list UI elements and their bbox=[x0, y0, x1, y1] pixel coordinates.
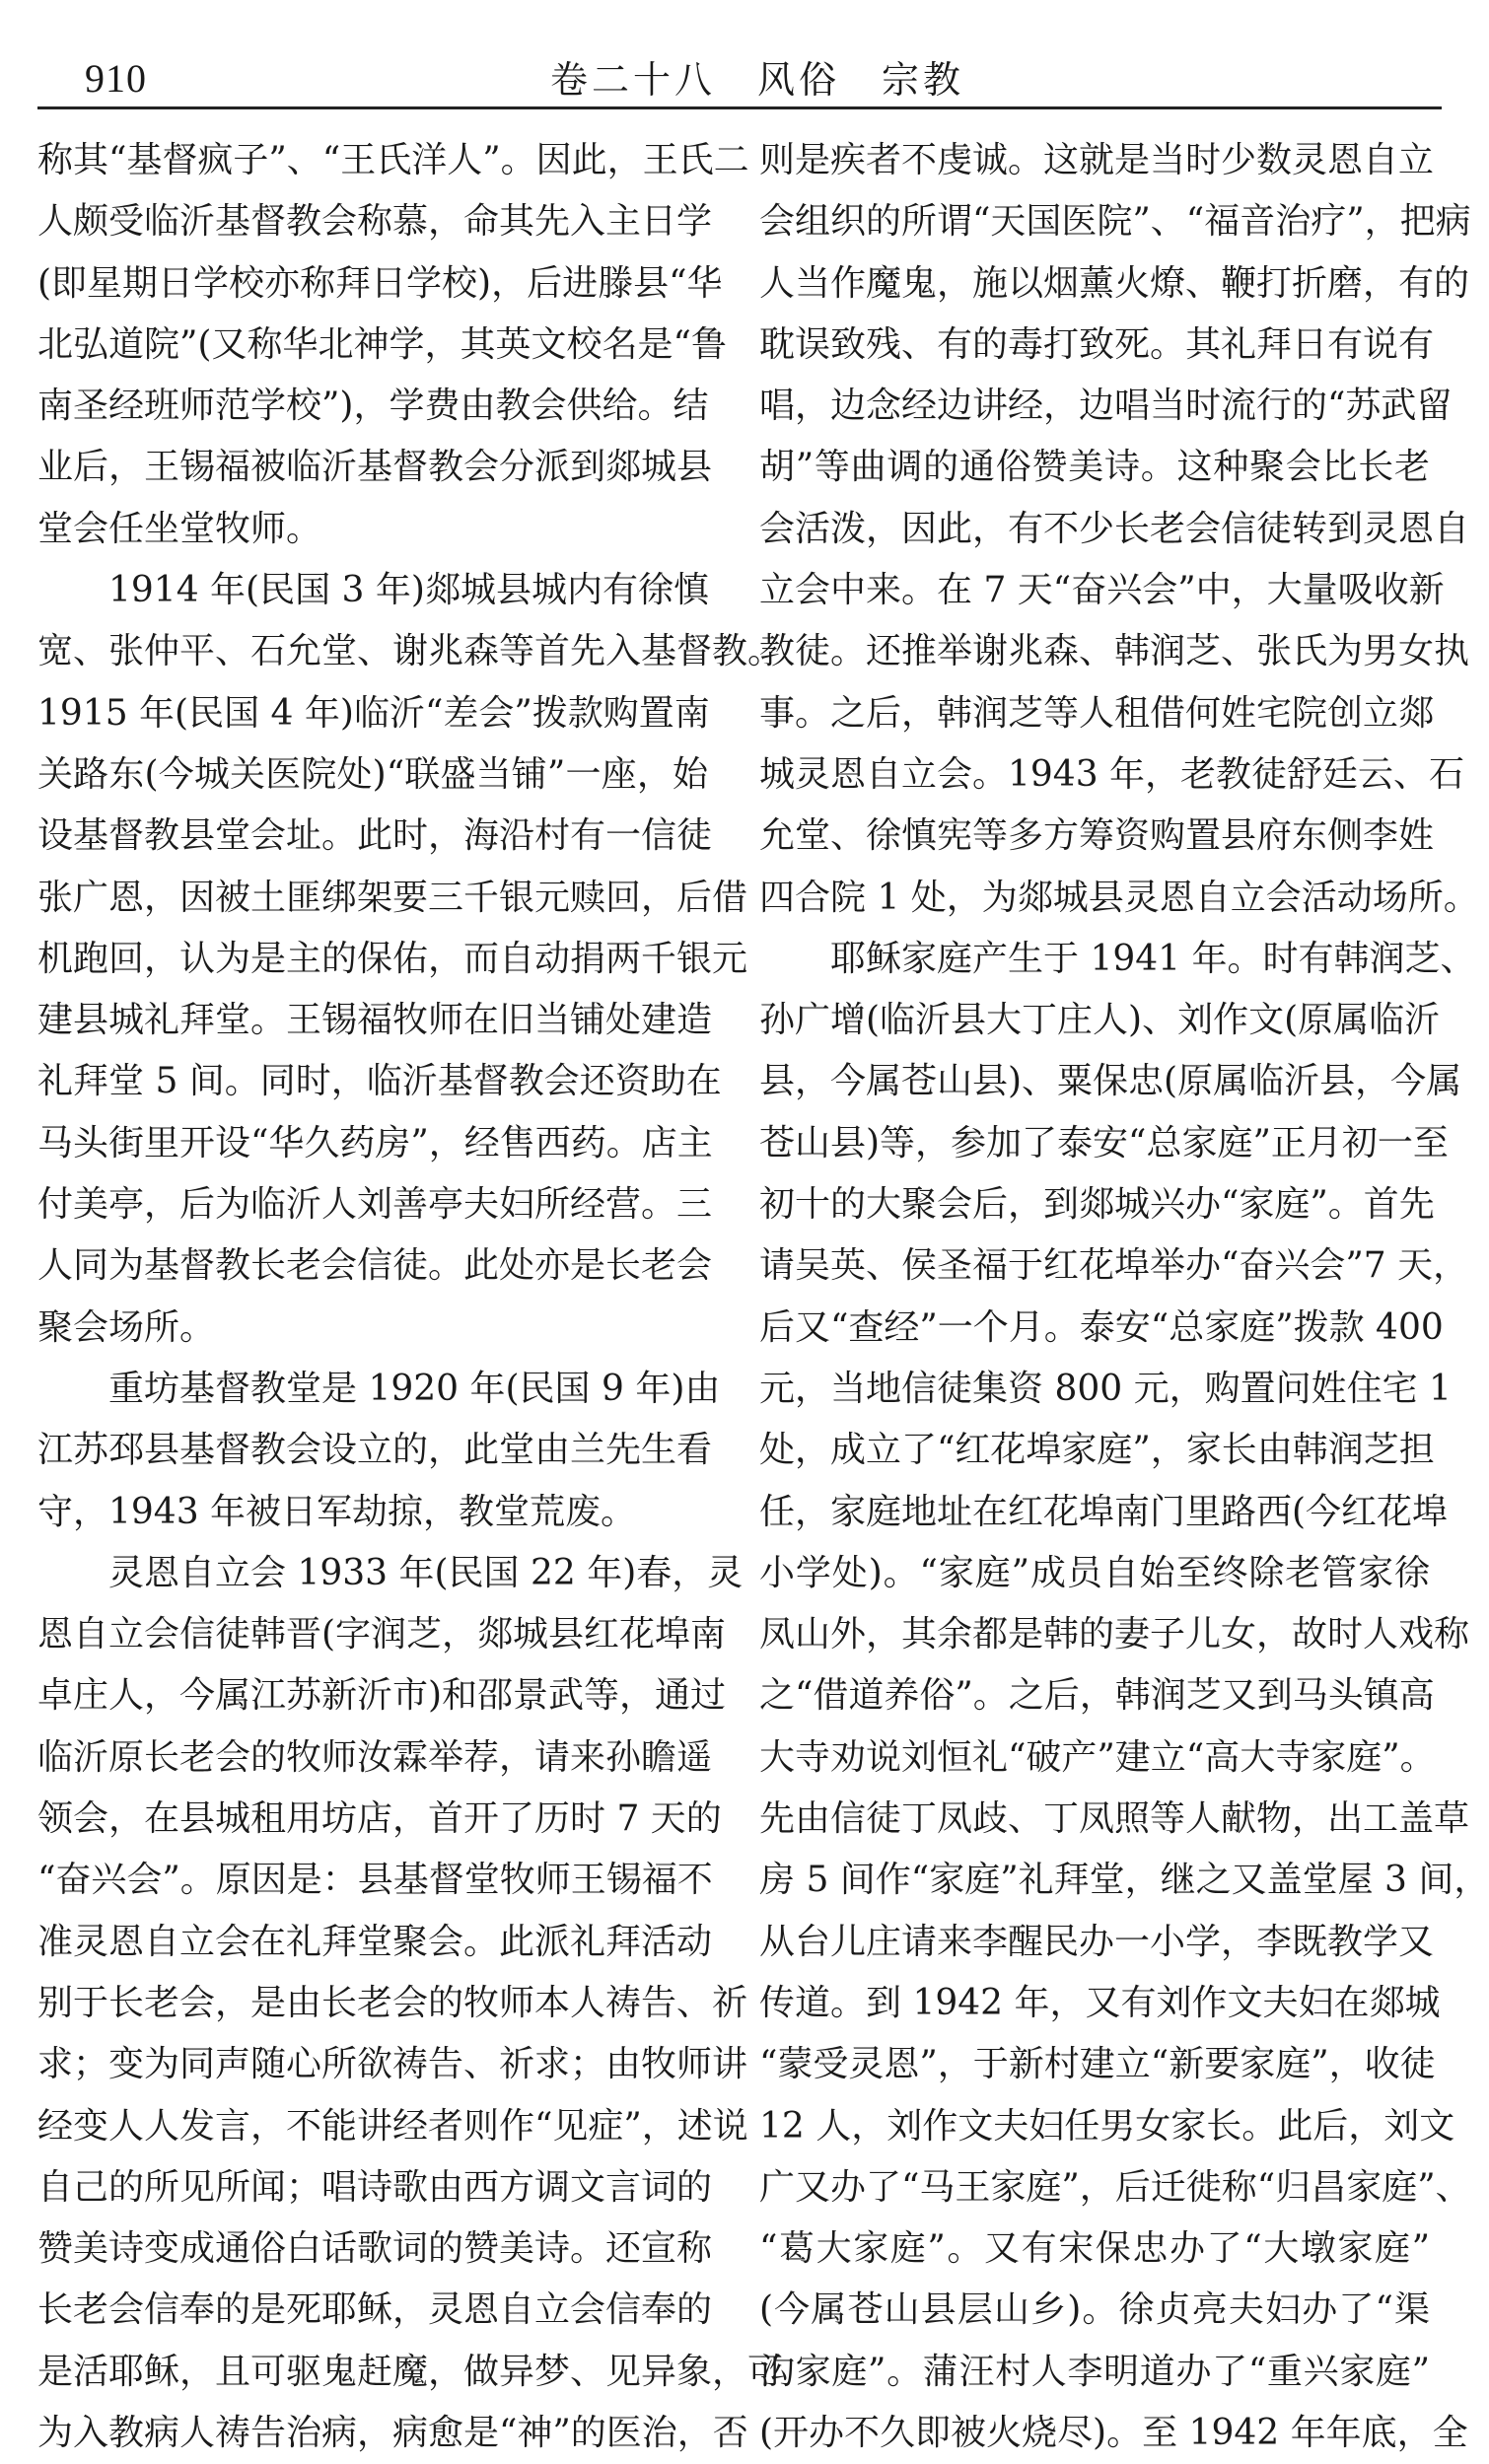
text-line: 大寺劝说刘恒礼“破产”建立“高大寺家庭”。 bbox=[759, 1736, 1436, 1778]
text-line: 耶稣家庭产生于 1941 年。时有韩润芝、 bbox=[830, 938, 1476, 979]
text-line: “葛大家庭”。又有宋保忠办了“大墩家庭” bbox=[759, 2228, 1430, 2270]
text-line: 允堂、徐慎宪等多方筹资购置县府东侧李姓 bbox=[759, 815, 1435, 857]
text-line: 礼拜堂 5 间。同时，临沂基督教会还资助在 bbox=[37, 1061, 722, 1102]
text-line: 人颇受临沂基督教会称慕，命其先入主日学 bbox=[37, 201, 713, 243]
text-line: 求；变为同声随心所欲祷告、祈求；由牧师讲 bbox=[37, 2044, 748, 2085]
text-line: 付美亭，后为临沂人刘善亭夫妇所经营。三 bbox=[37, 1184, 713, 1226]
text-line: 处，成立了“红花埠家庭”，家长由韩润芝担 bbox=[759, 1430, 1435, 1471]
text-line: 县，今属苍山县)、粟保忠(原属临沂县，今属 bbox=[759, 1061, 1462, 1102]
text-line: 房 5 间作“家庭”礼拜堂，继之又盖堂屋 3 间， bbox=[759, 1860, 1489, 1901]
text-line: 业后，王锡福被临沂基督教会分派到郯城县 bbox=[37, 447, 713, 488]
text-line: 任，家庭地址在红花埠南门里路西(今红花埠 bbox=[759, 1491, 1449, 1532]
text-line: 建县城礼拜堂。王锡福牧师在旧当铺处建造 bbox=[37, 1000, 713, 1041]
text-line: 耽误致残、有的毒打致死。其礼拜日有说有 bbox=[759, 323, 1435, 365]
text-line: 关路东(今城关医院处)“联盛当铺”一座，始 bbox=[37, 753, 708, 795]
text-line: 胡”等曲调的通俗赞美诗。这种聚会比长老 bbox=[759, 447, 1430, 488]
running-head: 卷二十八 风俗 宗教 bbox=[550, 58, 965, 102]
text-line: 恩自立会信徒韩晋(字润芝，郯城县红花埠南 bbox=[37, 1614, 727, 1655]
text-line: 城灵恩自立会。1943 年，老教徒舒廷云、石 bbox=[759, 753, 1465, 795]
text-line: 1915 年(民国 4 年)临沂“差会”拨款购置南 bbox=[37, 692, 710, 734]
text-line: 元，当地信徒集资 800 元，购置问姓住宅 1 bbox=[759, 1368, 1452, 1409]
text-line: 南圣经班师范学校”)，学费由教会供给。结 bbox=[37, 386, 709, 427]
text-line: 凤山外，其余都是韩的妻子儿女，故时人戏称 bbox=[759, 1614, 1470, 1655]
text-line: 重坊基督教堂是 1920 年(民国 9 年)由 bbox=[108, 1368, 721, 1409]
text-line: 广又办了“马王家庭”，后迁徙称“归昌家庭”、 bbox=[759, 2166, 1471, 2208]
text-line: 张广恩，因被土匪绑架要三千银元赎回，后借 bbox=[37, 877, 748, 918]
text-line: 北弘道院”(又称华北神学，其英文校名是“鲁 bbox=[37, 323, 727, 365]
text-line: 唱，边念经边讲经，边唱当时流行的“苏武留 bbox=[759, 386, 1453, 427]
text-line: 江苏邳县基督教会设立的，此堂由兰先生看 bbox=[37, 1430, 713, 1471]
text-line: 为入教病人祷告治病，病愈是“神”的医治，否 bbox=[37, 2412, 748, 2453]
text-line: 聚会场所。 bbox=[37, 1306, 216, 1348]
text-line: “蒙受灵恩”，于新村建立“新要家庭”，收徒 bbox=[759, 2044, 1436, 2085]
right-text-column bbox=[759, 130, 1489, 2464]
text-line: 先由信徒丁凤歧、丁凤照等人献物，出工盖草 bbox=[759, 1798, 1470, 1840]
text-line: 设基督教县堂会址。此时，海沿村有一信徒 bbox=[37, 815, 713, 857]
page-header bbox=[37, 35, 1442, 105]
text-line: 卓庄人，今属江苏新沂市)和邵景武等，通过 bbox=[37, 1675, 727, 1717]
text-line: 小学处)。“家庭”成员自始至终除老管家徐 bbox=[759, 1552, 1430, 1593]
text-line: 称其“基督疯子”、“王氏洋人”。因此，王氏二 bbox=[37, 140, 749, 180]
text-line: (开办不久即被火烧尽)。至 1942 年年底，全 bbox=[759, 2412, 1468, 2453]
text-line: 请吴英、侯圣福于红花埠举办“奋兴会”7 天， bbox=[759, 1245, 1469, 1287]
text-line: 灵恩自立会 1933 年(民国 22 年)春，灵 bbox=[108, 1552, 744, 1593]
text-line: 宽、张仲平、石允堂、谢兆森等首先入基督教。 bbox=[37, 631, 784, 672]
text-line: 沟家庭”。蒲汪村人李明道办了“重兴家庭” bbox=[759, 2351, 1430, 2392]
text-line: 人当作魔鬼，施以烟薰火燎、鞭打折磨，有的 bbox=[759, 262, 1470, 304]
text-line: 传道。到 1942 年，又有刘作文夫妇在郯城 bbox=[759, 1982, 1441, 2023]
left-text-column bbox=[37, 130, 784, 2464]
header-rule bbox=[37, 106, 1442, 109]
text-line: 堂会任坐堂牧师。 bbox=[37, 508, 322, 549]
text-line: 事。之后，韩润芝等人租借何姓宅院创立郯 bbox=[759, 692, 1435, 734]
text-line: 长老会信奉的是死耶稣，灵恩自立会信奉的 bbox=[37, 2289, 713, 2331]
text-line: 则是疾者不虔诚。这就是当时少数灵恩自立 bbox=[759, 140, 1435, 180]
text-line: 孙广增(临沂县大丁庄人)、刘作文(原属临沂 bbox=[759, 1000, 1441, 1041]
text-line: 马头街里开设“华久药房”，经售西药。店主 bbox=[37, 1122, 713, 1163]
text-line: 自己的所见所闻；唱诗歌由西方调文言词的 bbox=[37, 2166, 713, 2208]
text-line: 会组织的所谓“天国医院”、“福音治疗”，把病 bbox=[759, 201, 1471, 243]
text-line: 从台儿庄请来李醒民办一小学，李既教学又 bbox=[759, 1921, 1435, 1962]
text-line: 领会，在县城租用坊店，首开了历时 7 天的 bbox=[37, 1798, 722, 1840]
text-line: 赞美诗变成通俗白话歌词的赞美诗。还宣称 bbox=[37, 2228, 713, 2270]
text-line: “奋兴会”。原因是：县基督堂牧师王锡福不 bbox=[37, 1860, 713, 1901]
text-line: 1914 年(民国 3 年)郯城县城内有徐慎 bbox=[108, 570, 709, 611]
text-line: 经变人人发言，不能讲经者则作“见症”，述说 bbox=[37, 2105, 748, 2147]
text-line: 守，1943 年被日军劫掠，教堂荒废。 bbox=[37, 1491, 637, 1532]
text-line: 机跑回，认为是主的保佑，而自动捐两千银元 bbox=[37, 938, 748, 979]
text-line: (今属苍山县层山乡)。徐贞亮夫妇办了“渠 bbox=[759, 2289, 1430, 2331]
text-line: 教徒。还推举谢兆森、韩润芝、张氏为男女执 bbox=[759, 631, 1470, 672]
text-line: 初十的大聚会后，到郯城兴办“家庭”。首先 bbox=[759, 1184, 1435, 1226]
text-line: 之“借道养俗”。之后，韩润芝又到马头镇高 bbox=[759, 1675, 1435, 1717]
text-line: 后又“查经”一个月。泰安“总家庭”拨款 400 bbox=[759, 1306, 1444, 1348]
text-line: 四合院 1 处，为郯城县灵恩自立会活动场所。 bbox=[759, 877, 1479, 918]
text-line: (即星期日学校亦称拜日学校)，后进滕县“华 bbox=[37, 262, 723, 304]
text-line: 立会中来。在 7 天“奋兴会”中，大量吸收新 bbox=[759, 570, 1445, 611]
text-line: 苍山县)等，参加了泰安“总家庭”正月初一至 bbox=[759, 1122, 1449, 1163]
page-number: 910 bbox=[85, 56, 147, 101]
text-line: 12 人，刘作文夫妇任男女家长。此后，刘文 bbox=[759, 2105, 1455, 2147]
text-line: 是活耶稣，且可驱鬼赶魔，做异梦、见异象，可 bbox=[37, 2351, 784, 2392]
text-line: 别于长老会，是由长老会的牧师本人祷告、祈 bbox=[37, 1982, 748, 2023]
text-line: 临沂原长老会的牧师汝霖举荐，请来孙瞻遥 bbox=[37, 1736, 713, 1778]
text-line: 会活泼，因此，有不少长老会信徒转到灵恩自 bbox=[759, 508, 1470, 549]
text-line: 人同为基督教长老会信徒。此处亦是长老会 bbox=[37, 1245, 713, 1287]
text-line: 准灵恩自立会在礼拜堂聚会。此派礼拜活动 bbox=[37, 1921, 713, 1962]
